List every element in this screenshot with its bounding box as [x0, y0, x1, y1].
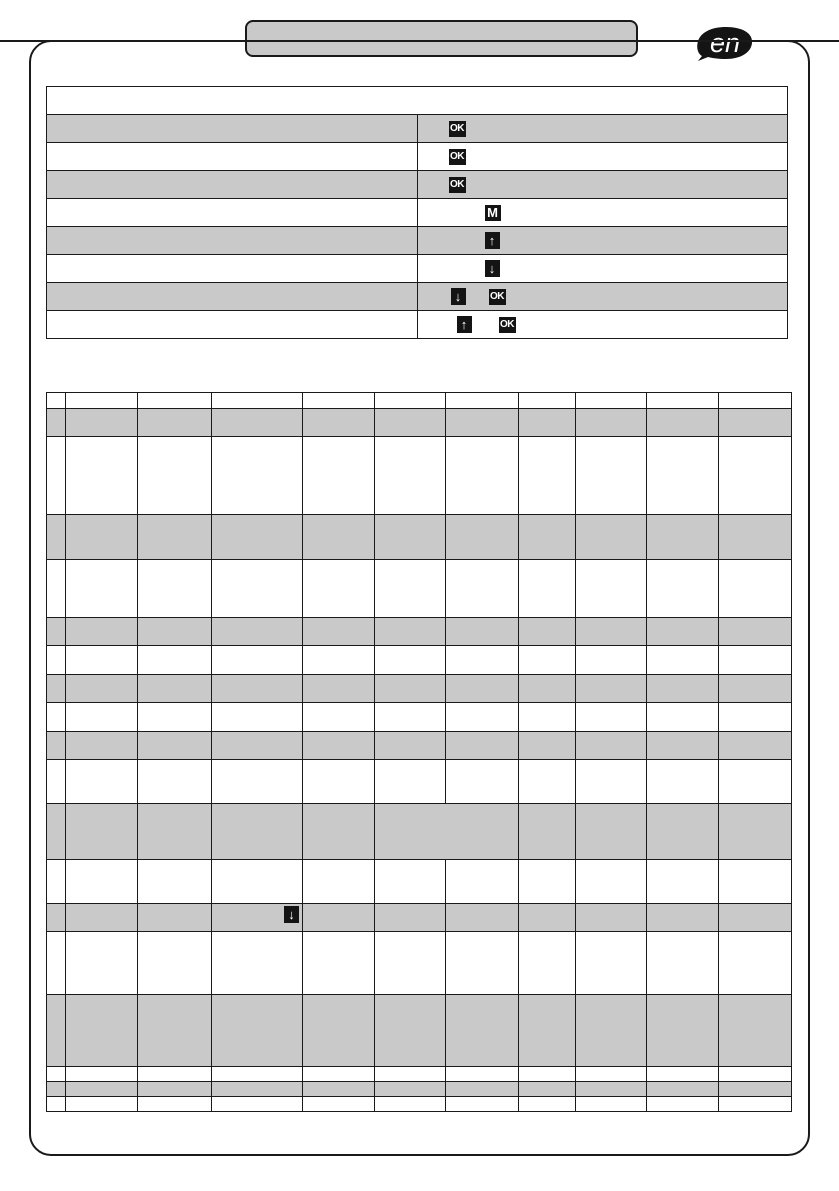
- grid-cell: [719, 437, 792, 515]
- grid-cell: [647, 932, 719, 995]
- grid-cell: [47, 618, 66, 646]
- grid-cell: [519, 932, 576, 995]
- grid-cell: [212, 437, 303, 515]
- grid-cell: [446, 1082, 519, 1097]
- grid-cell: [446, 675, 519, 703]
- grid-cell: [138, 618, 212, 646]
- grid-cell: [212, 675, 303, 703]
- grid-row: [47, 646, 792, 675]
- grid-cell: [719, 904, 792, 932]
- grid-cell: [446, 560, 519, 618]
- grid-cell: [303, 1097, 375, 1112]
- grid-cell: [375, 995, 446, 1067]
- grid-cell: [446, 932, 519, 995]
- grid-cell: [212, 618, 303, 646]
- grid-cell: [212, 1097, 303, 1112]
- grid-cell: [576, 932, 647, 995]
- grid-cell: [519, 675, 576, 703]
- grid-cell: [138, 732, 212, 760]
- grid-cell: [519, 618, 576, 646]
- grid-cell: [576, 703, 647, 732]
- grid-cell: [138, 560, 212, 618]
- grid-cell: [138, 860, 212, 904]
- grid-cell: [212, 995, 303, 1067]
- grid-cell: [138, 1097, 212, 1112]
- ok-key-icon: OK: [449, 149, 466, 165]
- key-row-keys: [417, 255, 788, 283]
- grid-cell: [375, 560, 446, 618]
- grid-cell: [212, 804, 303, 860]
- grid-cell: [47, 1097, 66, 1112]
- key-row-keys: [417, 311, 788, 339]
- key-operations-table: [46, 86, 788, 339]
- grid-cell: [47, 646, 66, 675]
- grid-cell: [138, 409, 212, 437]
- grid-cell: [47, 932, 66, 995]
- grid-cell: [47, 804, 66, 860]
- m-key-icon: M: [485, 205, 501, 221]
- grid-row: [47, 1097, 792, 1112]
- grid-cell: [303, 1067, 375, 1082]
- key-row-label: [47, 255, 418, 283]
- key-row-keys: [417, 171, 788, 199]
- grid-cell: [47, 860, 66, 904]
- grid-cell: [66, 437, 138, 515]
- grid-cell: [47, 1067, 66, 1082]
- grid-cell: [138, 1082, 212, 1097]
- grid-cell: [647, 646, 719, 675]
- key-row: [47, 311, 788, 339]
- grid-cell: [375, 1067, 446, 1082]
- grid-cell: [519, 860, 576, 904]
- grid-cell: [446, 760, 519, 804]
- grid-cell: [576, 1097, 647, 1112]
- grid-cell: [576, 995, 647, 1067]
- grid-cell: [446, 732, 519, 760]
- grid-cell: [719, 393, 792, 409]
- key-row-keys: [417, 227, 788, 255]
- grid-cell: [66, 1097, 138, 1112]
- key-row-label: [47, 171, 418, 199]
- grid-row: [47, 804, 792, 860]
- grid-cell: [446, 860, 519, 904]
- ok-key-icon: OK: [489, 289, 506, 305]
- grid-cell: [375, 860, 446, 904]
- grid-cell: [375, 409, 446, 437]
- key-table-heading: [47, 87, 788, 115]
- grid-row: [47, 703, 792, 732]
- grid-cell: [303, 995, 375, 1067]
- grid-cell: [647, 409, 719, 437]
- grid-cell: [647, 804, 719, 860]
- grid-cell: [719, 675, 792, 703]
- up-arrow-key-icon: ↑: [485, 232, 500, 249]
- grid-row: [47, 932, 792, 995]
- grid-cell: [375, 760, 446, 804]
- grid-cell: [47, 732, 66, 760]
- key-row-label: [47, 199, 418, 227]
- grid-cell: [47, 1082, 66, 1097]
- grid-cell: [446, 409, 519, 437]
- grid-cell: [47, 437, 66, 515]
- grid-cell: [47, 409, 66, 437]
- grid-cell: [446, 515, 519, 560]
- grid-row: [47, 904, 792, 932]
- grid-cell: [303, 932, 375, 995]
- grid-cell: [576, 437, 647, 515]
- key-row-keys: [417, 199, 788, 227]
- down-arrow-key-icon: ↓: [451, 288, 466, 305]
- key-row-label: [47, 311, 418, 339]
- key-row: [47, 227, 788, 255]
- grid-cell: [138, 437, 212, 515]
- grid-cell: [303, 515, 375, 560]
- grid-cell: [519, 515, 576, 560]
- grid-cell: [138, 760, 212, 804]
- grid-cell: [375, 1082, 446, 1097]
- grid-cell: [576, 760, 647, 804]
- grid-cell: [519, 703, 576, 732]
- grid-cell: [576, 1082, 647, 1097]
- grid-cell: [719, 760, 792, 804]
- grid-cell: [138, 932, 212, 995]
- grid-cell: [446, 703, 519, 732]
- grid-cell: [303, 760, 375, 804]
- grid-cell: [303, 618, 375, 646]
- grid-cell: [47, 904, 66, 932]
- grid-row: [47, 1067, 792, 1082]
- grid-row: [47, 1082, 792, 1097]
- grid-cell: [576, 646, 647, 675]
- grid-cell: [647, 393, 719, 409]
- grid-cell: [66, 732, 138, 760]
- grid-cell: [212, 932, 303, 995]
- grid-cell: [519, 1097, 576, 1112]
- grid-cell: [576, 860, 647, 904]
- grid-cell: [519, 804, 576, 860]
- key-row: [47, 255, 788, 283]
- grid-cell: [138, 646, 212, 675]
- grid-cell: [719, 515, 792, 560]
- grid-cell: [66, 409, 138, 437]
- grid-cell: [576, 904, 647, 932]
- grid-cell: [719, 560, 792, 618]
- grid-cell: [66, 1082, 138, 1097]
- grid-cell: [647, 1067, 719, 1082]
- grid-cell: [212, 409, 303, 437]
- key-row-keys: [417, 115, 788, 143]
- grid-cell: [446, 904, 519, 932]
- grid-cell: [375, 703, 446, 732]
- grid-cell: [647, 732, 719, 760]
- grid-cell: [212, 732, 303, 760]
- grid-cell: [375, 732, 446, 760]
- grid-cell: [519, 732, 576, 760]
- grid-cell: [47, 703, 66, 732]
- grid-cell: [446, 393, 519, 409]
- grid-cell: [66, 995, 138, 1067]
- grid-cell: [66, 860, 138, 904]
- grid-cell: [66, 804, 138, 860]
- settings-grid: [46, 392, 792, 1112]
- grid-row: [47, 393, 792, 409]
- grid-cell: [647, 1097, 719, 1112]
- grid-cell: [47, 995, 66, 1067]
- grid-cell: [375, 932, 446, 995]
- grid-cell: [647, 560, 719, 618]
- grid-cell: [303, 904, 375, 932]
- grid-cell: [66, 1067, 138, 1082]
- down-arrow-key-icon: ↓: [284, 906, 299, 923]
- grid-cell: [647, 618, 719, 646]
- grid-cell: [719, 409, 792, 437]
- grid-cell: [375, 437, 446, 515]
- grid-cell: [446, 646, 519, 675]
- grid-cell: [303, 860, 375, 904]
- ok-key-icon: OK: [449, 177, 466, 193]
- grid-cell: [303, 393, 375, 409]
- grid-cell: [375, 804, 519, 860]
- grid-cell: [576, 409, 647, 437]
- grid-cell: [576, 1067, 647, 1082]
- key-row: [47, 171, 788, 199]
- grid-cell: [212, 1067, 303, 1082]
- grid-cell: [375, 904, 446, 932]
- grid-cell: [446, 995, 519, 1067]
- settings-grid-body: [47, 393, 792, 1112]
- grid-cell: [719, 804, 792, 860]
- ok-key-icon: OK: [449, 121, 466, 137]
- grid-cell: [212, 1082, 303, 1097]
- grid-row: [47, 995, 792, 1067]
- grid-cell: [66, 675, 138, 703]
- grid-cell: [212, 860, 303, 904]
- grid-cell: [519, 760, 576, 804]
- grid-cell: [719, 1067, 792, 1082]
- grid-cell: [375, 393, 446, 409]
- grid-row: [47, 409, 792, 437]
- grid-cell: [66, 646, 138, 675]
- grid-cell: [446, 1067, 519, 1082]
- grid-cell: [375, 515, 446, 560]
- grid-cell: [519, 437, 576, 515]
- grid-cell: [303, 732, 375, 760]
- grid-cell: [647, 860, 719, 904]
- grid-row: [47, 560, 792, 618]
- grid-cell: [519, 1082, 576, 1097]
- grid-cell: [719, 860, 792, 904]
- key-row: [47, 199, 788, 227]
- grid-cell: [719, 1082, 792, 1097]
- key-row-label: [47, 283, 418, 311]
- grid-cell: [47, 675, 66, 703]
- grid-cell: [303, 437, 375, 515]
- grid-cell: [647, 703, 719, 732]
- grid-cell: [66, 760, 138, 804]
- grid-cell: [576, 560, 647, 618]
- up-arrow-key-icon: ↑: [457, 316, 472, 333]
- grid-cell: [212, 703, 303, 732]
- key-row: [47, 283, 788, 311]
- grid-cell: [303, 675, 375, 703]
- grid-cell: [212, 515, 303, 560]
- key-row-keys: [417, 143, 788, 171]
- key-table-heading-row: [47, 87, 788, 115]
- grid-cell: [66, 904, 138, 932]
- grid-cell: [138, 804, 212, 860]
- grid-cell: [212, 560, 303, 618]
- grid-cell: [719, 646, 792, 675]
- grid-cell: [66, 393, 138, 409]
- grid-cell: [719, 995, 792, 1067]
- grid-cell: [576, 393, 647, 409]
- grid-cell: [138, 1067, 212, 1082]
- grid-cell: [138, 995, 212, 1067]
- grid-cell: [375, 1097, 446, 1112]
- ok-key-icon: OK: [499, 317, 516, 333]
- grid-cell: [446, 1097, 519, 1112]
- key-row-label: [47, 115, 418, 143]
- down-arrow-key-icon: ↓: [485, 260, 500, 277]
- key-row: [47, 115, 788, 143]
- grid-cell: [66, 703, 138, 732]
- grid-cell: [576, 675, 647, 703]
- grid-cell: [519, 904, 576, 932]
- grid-cell: [519, 646, 576, 675]
- key-row-label: [47, 227, 418, 255]
- grid-cell: [375, 618, 446, 646]
- grid-cell: [719, 732, 792, 760]
- grid-cell: [576, 732, 647, 760]
- grid-cell: [303, 646, 375, 675]
- grid-cell: [647, 437, 719, 515]
- grid-cell: [66, 618, 138, 646]
- language-code: en: [709, 28, 741, 58]
- key-row: [47, 143, 788, 171]
- key-row-keys: [417, 283, 788, 311]
- grid-cell: [47, 515, 66, 560]
- grid-cell: [375, 675, 446, 703]
- grid-cell: [47, 560, 66, 618]
- grid-row: [47, 515, 792, 560]
- grid-cell: [576, 515, 647, 560]
- grid-row: [47, 732, 792, 760]
- grid-cell: [375, 646, 446, 675]
- grid-cell: [519, 393, 576, 409]
- grid-cell: [303, 804, 375, 860]
- grid-cell: [138, 675, 212, 703]
- grid-row: [47, 437, 792, 515]
- grid-cell: [66, 515, 138, 560]
- grid-cell: [47, 760, 66, 804]
- grid-cell: [719, 932, 792, 995]
- grid-cell: [719, 618, 792, 646]
- grid-cell: [647, 515, 719, 560]
- grid-cell: [576, 804, 647, 860]
- grid-cell: [303, 409, 375, 437]
- grid-cell: [647, 675, 719, 703]
- grid-cell: [212, 904, 303, 932]
- grid-cell: [576, 618, 647, 646]
- grid-cell: [138, 393, 212, 409]
- grid-row: [47, 760, 792, 804]
- grid-cell: [212, 760, 303, 804]
- grid-cell: [519, 1067, 576, 1082]
- grid-row: [47, 675, 792, 703]
- grid-cell: [303, 560, 375, 618]
- grid-cell: [519, 409, 576, 437]
- grid-cell: [303, 1082, 375, 1097]
- grid-cell: [212, 646, 303, 675]
- grid-cell: [519, 560, 576, 618]
- grid-cell: [719, 703, 792, 732]
- grid-cell: [138, 515, 212, 560]
- grid-row: [47, 618, 792, 646]
- grid-cell: [303, 703, 375, 732]
- grid-cell: [66, 560, 138, 618]
- grid-cell: [47, 393, 66, 409]
- grid-cell: [719, 1097, 792, 1112]
- grid-cell: [66, 932, 138, 995]
- grid-row: [47, 860, 792, 904]
- grid-cell: [647, 1082, 719, 1097]
- grid-cell: [138, 703, 212, 732]
- grid-cell: [519, 995, 576, 1067]
- grid-cell: [212, 393, 303, 409]
- grid-cell: [446, 437, 519, 515]
- grid-cell: [446, 618, 519, 646]
- grid-cell: [138, 904, 212, 932]
- grid-cell: [647, 904, 719, 932]
- grid-cell: [647, 995, 719, 1067]
- key-row-label: [47, 143, 418, 171]
- grid-cell: [647, 760, 719, 804]
